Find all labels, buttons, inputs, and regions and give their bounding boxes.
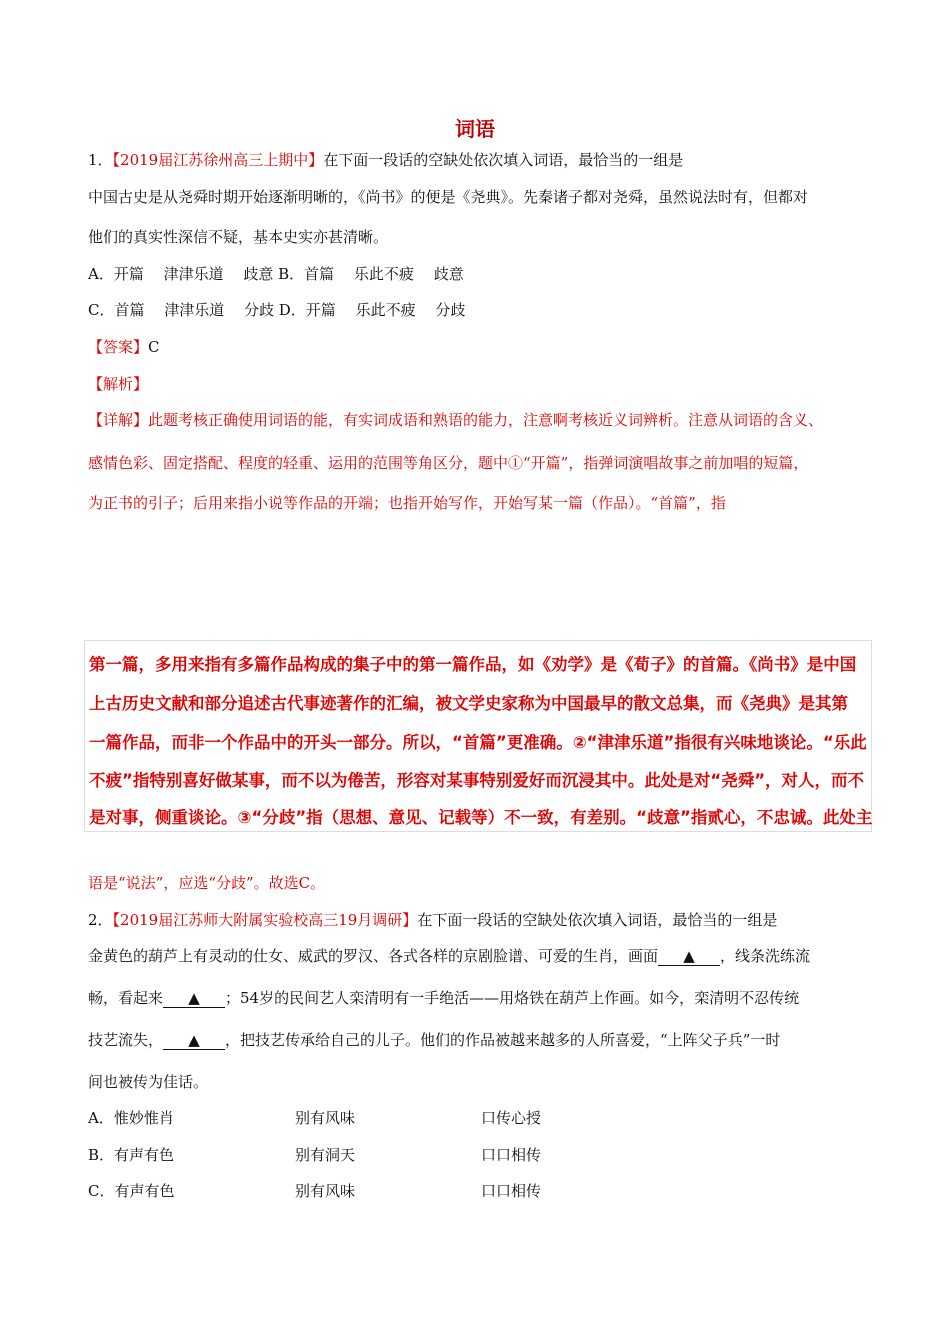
- detail-line: 为正书的引子；后用来指小说等作品的开端；也指开始写作，开始写某一篇（作品）。“首篇”，指: [88, 494, 726, 512]
- q1-number: 1．: [88, 151, 113, 169]
- answer-value: C: [148, 338, 160, 356]
- detail-line: 感情色彩、固定搭配、程度的轻重、运用的范围等角区分，题中①“开篇”，指弹词演唱故事之前加唱的短篇，: [88, 454, 809, 472]
- detail-end: 语是“说法”，应选“分歧”。故选C。: [88, 874, 326, 892]
- option-word-3: 口口相传: [481, 1182, 542, 1200]
- passage-text: ，把技艺传承给自己的儿子。他们的作品被越来越多的人所喜爱，“上阵父子兵”一时: [225, 1031, 781, 1049]
- option-word-2: 别有风味: [295, 1182, 356, 1200]
- option-word-2: 别有洞天: [295, 1146, 356, 1164]
- detail-boxed-line: 是对事，侧重谈论。③“分歧”指（思想、意见、记载等）不一致，有差别。“歧意”指贰心，不忠诚。此处主: [89, 808, 873, 827]
- analysis-label: 【解析】: [88, 375, 149, 393]
- q2-passage-line: [88, 1030, 780, 1050]
- blank-3: ▲: [163, 1031, 225, 1050]
- detail-line: 【详解】此题考核正确使用词语的能，有实词成语和熟语的能力，注意啊考核近义词辨析。注意从词语的含义、: [88, 411, 824, 429]
- detail-boxed-line: 第一篇，多用来指有多篇作品构成的集子中的第一篇作品，如《劝学》是《荀子》的首篇。《尚书》是中国: [89, 655, 857, 674]
- detail-boxed-line: 一篇作品，而非一个作品中的开头一部分。所以，“首篇”更准确。②“津津乐道”指很有兴味地谈论。“乐此: [89, 733, 867, 752]
- passage-text: 技艺流失，: [88, 1031, 164, 1049]
- q1-header: [88, 150, 683, 170]
- blank-1: ▲: [658, 947, 720, 966]
- q2-passage-line: [88, 946, 810, 966]
- page-title: 词语: [455, 117, 495, 141]
- detail-boxed-line: 上古历史文献和部分追述古代事迹著作的汇编，被文学史家称为中国最早的散文总集，而《尧典》是其第: [89, 694, 848, 713]
- passage-text: 畅，看起来: [88, 989, 164, 1007]
- q2-number: 2．: [88, 911, 113, 929]
- q2-prompt: 在下面一段话的空缺处依次填入词语，最恰当的一组是: [417, 911, 778, 929]
- option-word-1: A．惟妙惟肖: [88, 1109, 174, 1127]
- q2-passage-line: [88, 988, 799, 1008]
- q1-prompt: 在下面一段话的空缺处依次填入词语，最恰当的一组是: [323, 151, 684, 169]
- passage-text: 金黄色的葫芦上有灵动的仕女、威武的罗汉、各式各样的京剧脸谱、可爱的生肖，画面: [88, 947, 659, 965]
- detail-image-block: [84, 640, 872, 832]
- q2-option-a: [88, 1108, 541, 1128]
- q2-option-c: [88, 1181, 541, 1201]
- q1-options-line: C．首篇 津津乐道 分歧 D．开篇 乐此不疲 分歧: [88, 301, 466, 319]
- option-word-1: C．有声有色: [88, 1182, 175, 1200]
- q2-option-b: [88, 1145, 541, 1165]
- option-word-3: 口口相传: [481, 1146, 542, 1164]
- option-word-3: 口传心授: [481, 1109, 542, 1127]
- q1-options-line: A．开篇 津津乐道 歧意 B．首篇 乐此不疲 歧意: [88, 265, 464, 283]
- passage-text: ；54岁的民间艺人栾清明有一手绝活——用烙铁在葫芦上作画。如今，栾清明不忍传统: [225, 989, 800, 1007]
- q2-passage-line: 间也被传为佳话。: [88, 1073, 209, 1091]
- q1-source: 【2019届江苏徐州高三上期中】: [112, 151, 324, 169]
- blank-2: ▲: [163, 989, 225, 1008]
- detail-boxed-line: 不疲”指特别喜好做某事，而不以为倦苦，形容对某事特别爱好而沉浸其中。此处是对“尧舜”，对人，而不: [89, 771, 865, 790]
- passage-text: ，线条洗练流: [720, 947, 811, 965]
- option-word-1: B．有声有色: [88, 1146, 175, 1164]
- answer-label: 【答案】: [88, 338, 149, 356]
- q1-passage-line: 中国古史是从尧舜时期开始逐渐明晰的，《尚书》的便是《尧典》。先秦诸子都对尧舜，虽然说法时有，但都对: [88, 188, 809, 206]
- option-word-2: 别有风味: [295, 1109, 356, 1127]
- q1-passage-line: 他们的真实性深信不疑，基本史实亦甚清晰。: [88, 228, 389, 246]
- q2-header: [88, 910, 777, 930]
- q1-answer: [88, 337, 160, 357]
- q2-source: 【2019届江苏师大附属实验校高三19月调研】: [112, 911, 418, 929]
